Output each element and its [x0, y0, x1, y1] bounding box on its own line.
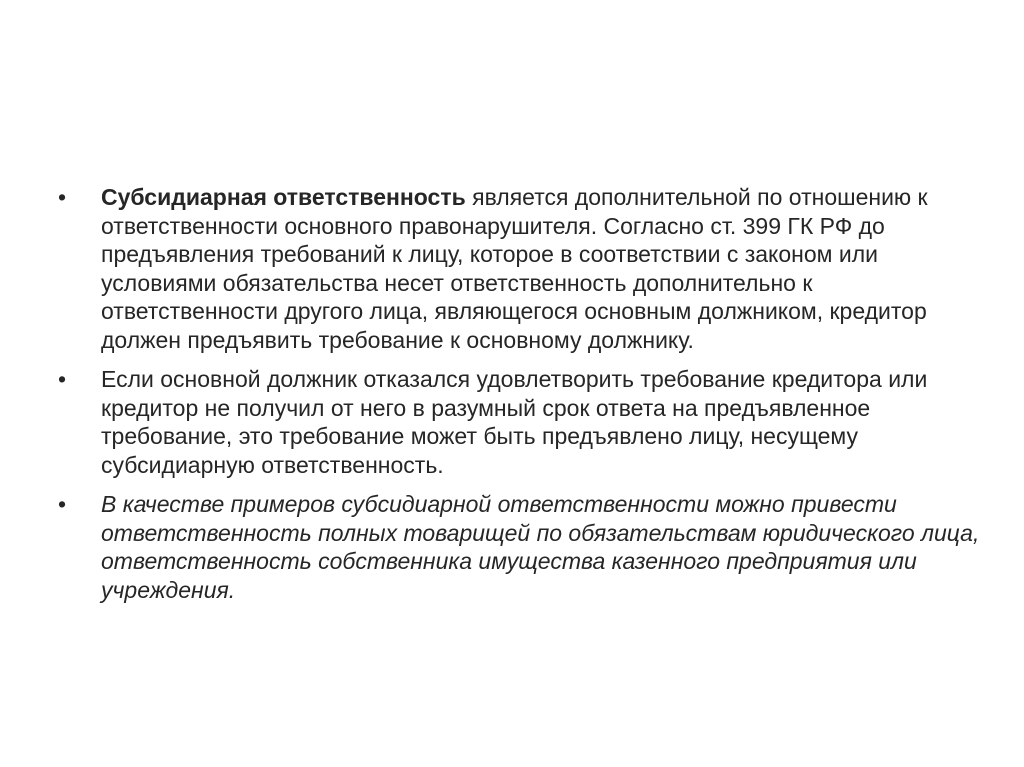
bullet-item-1 [58, 183, 988, 354]
bullet-item-2 [58, 365, 988, 479]
bullet-icon: • [58, 184, 67, 210]
bullet-icon: • [58, 366, 67, 392]
bullet-text: Если основной должник отказался удовлетворить требование кредитора или кредитор не получил от него в разумный срок ответа на предъявленное требование, это требование может быть предъявлено лицу, несущему субсидиарную ответственность. [101, 366, 928, 478]
bullet-text-italic: В качестве примеров субсидиарной ответственности можно привести ответственность полных товарищей по обязательствам юридического лица, ответственность собственника имущества казенного предприятия или учреждения. [101, 491, 980, 603]
bullet-icon: • [58, 491, 67, 517]
bullet-text: является дополнительной по отношению к ответственности основного правонарушителя. Согласно ст. 399 ГК РФ до предъявления требований к лицу, которое в соответствии с законом или условиями обязательства несет ответственность дополнительно к ответственности другого лица, являющегося основным должником, кредитор должен предъявить требование к основному должнику. [101, 184, 928, 353]
bullet-list [58, 183, 988, 615]
bullet-item-3 [58, 490, 988, 604]
bold-term: Субсидиарная ответственность [101, 184, 466, 210]
